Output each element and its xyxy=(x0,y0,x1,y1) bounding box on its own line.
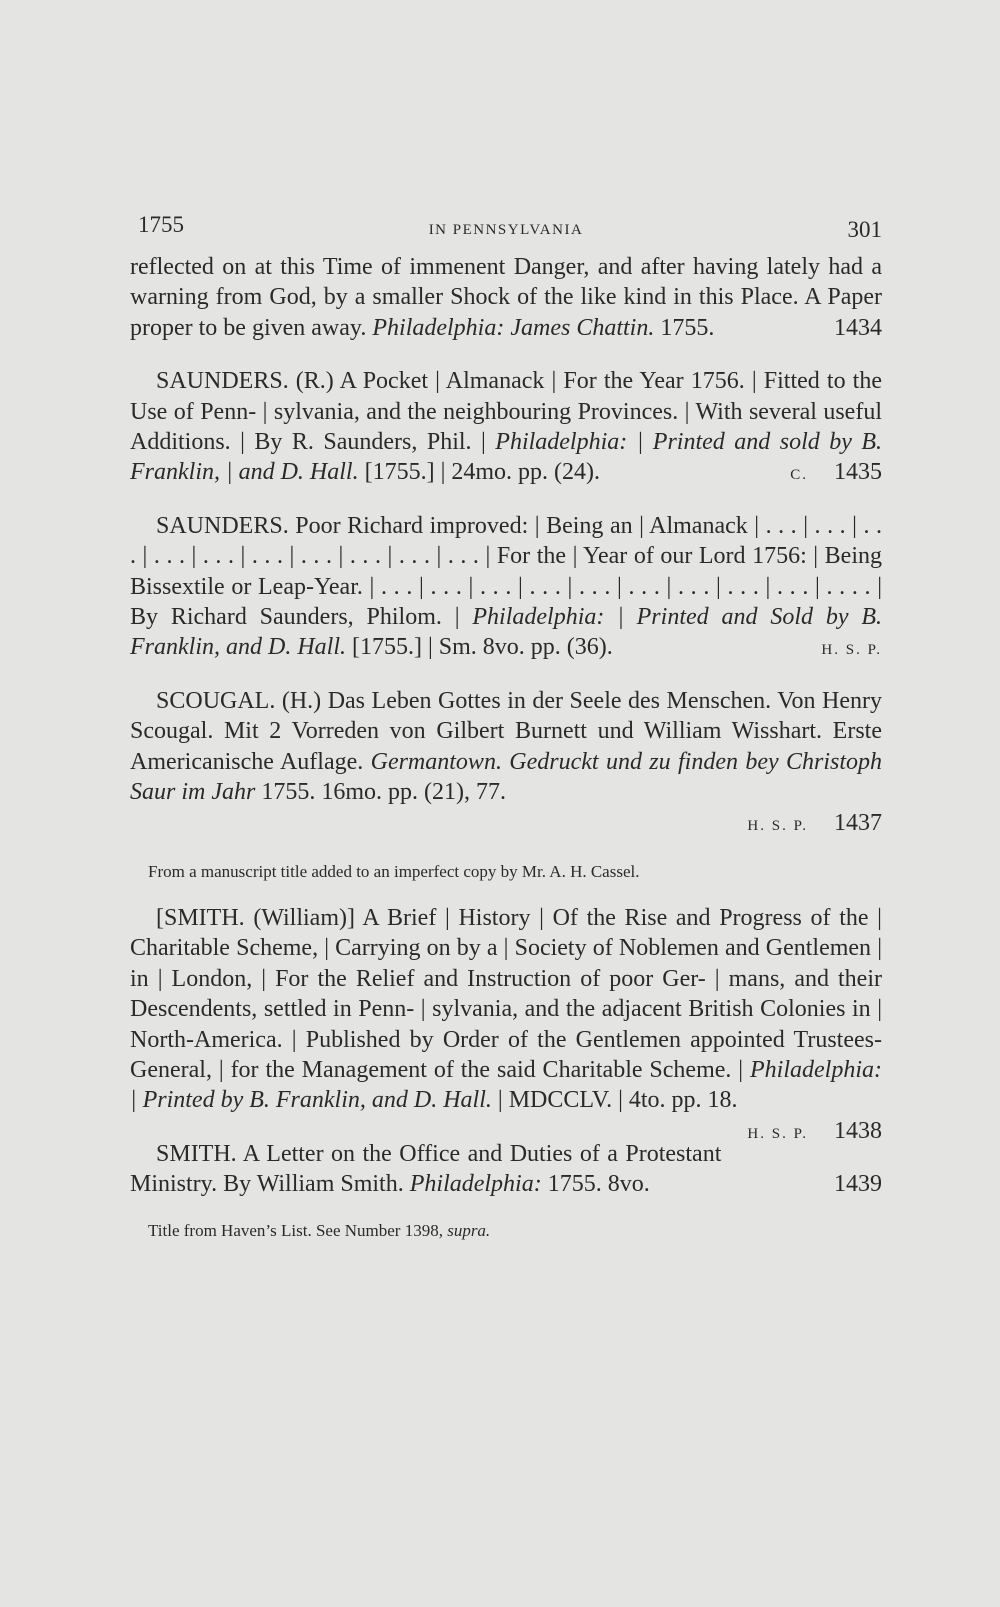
entry-text: 1755. 8vo. xyxy=(541,1171,650,1198)
entry-imprint: Philadelphia: | Printed by B. Franklin, and D. Hall. xyxy=(130,1056,882,1114)
entry-text: SAUNDERS. Poor Richard improved: | Being an | Almanack | . . . | . . . | . . . | . . . | . . . | . . . | . . . | . . . | . . . | . . . | For the | Year of our Lord 1756: | Being Bissextile or Leap-Year. | . . . | . . . | . . . | . . . | . . . | . . . | . . . | . . . | . . . | . . . . | By Richard Saunders, Philom. | xyxy=(130,512,882,631)
book-page xyxy=(130,212,882,1262)
entry-number: 1434 xyxy=(834,314,882,341)
entry-note: From a manuscript title added to an imperfect copy by Mr. A. H. Cassel. xyxy=(148,861,640,881)
entry-text: 1755. xyxy=(654,314,715,341)
entry-text: SCOUGAL. (H.) Das Leben Gottes in der Seele des Menschen. Von Henry Scougal. Mit 2 Vorreden von Gilbert Burnett und William Wisshart. Erste Americanische Auflage. xyxy=(130,687,882,775)
entry-number: 1438 xyxy=(834,1117,882,1144)
entry-note xyxy=(148,1220,882,1242)
entry-number: 1437 xyxy=(834,809,882,836)
note-text: Title from Haven’s List. See Number 1398, xyxy=(148,1220,448,1240)
entry-imprint: Germantown. Gedruckt und zu finden bey Christoph Saur im Jahr xyxy=(130,748,882,806)
entry-text: [SMITH. (William)] A Brief | History | Of the Rise and Progress of the | Charitable Scheme, | Carrying on by a | Society of Noblemen and Gentlemen | in | London, | For the Relief and Instruction of poor Ger- | mans, and their Descendents, settled in Penn- | sylvania, and the adjacent British Colonies in | North-America. | Published by Order of the Gentlemen appointed Trustees-General, | for the Management of the said Charitable Scheme. | xyxy=(130,904,882,1083)
entry-text: [1755.] | 24mo. pp. (24). xyxy=(358,459,601,486)
page-number: 301 xyxy=(847,217,882,242)
entry-number: 1439 xyxy=(834,1171,882,1198)
entry-text: SAUNDERS. (R.) A Pocket | Almanack | For the Year 1756. | Fitted to the Use of Penn- | sylvania, and the neighbouring Provinces. | With several useful Additions. | By R. Saunders, Phil. | xyxy=(130,368,882,456)
entry-1438 xyxy=(130,903,882,1144)
header-title: IN PENNSYLVANIA xyxy=(428,222,584,238)
library-code: C. xyxy=(790,467,808,484)
header-year: 1755 xyxy=(138,212,184,237)
running-head xyxy=(130,212,882,252)
entry-text: SMITH. A Letter on the Office and Duties of a Protestant Ministry. By William Smith. xyxy=(130,1140,722,1198)
entry-number: 1435 xyxy=(834,459,882,486)
entry-1437 xyxy=(130,686,882,841)
note-italic: supra. xyxy=(447,1220,491,1240)
entry-imprint: Philadelphia: | Printed and Sold by B. Franklin, and D. Hall. xyxy=(130,604,883,661)
entry-imprint: Philadelphia: | Printed and sold by B. Franklin, | and D. Hall. xyxy=(130,429,882,486)
entry-imprint: Philadelphia: James Chattin. xyxy=(372,314,655,341)
entry-text: 1755. 16mo. pp. (21), 77. xyxy=(255,779,506,806)
entry-1435 xyxy=(130,366,882,488)
entry-text: | MDCCLV. | 4to. pp. 18. xyxy=(491,1087,738,1114)
entry-1434 xyxy=(130,252,882,343)
entry-imprint: Philadelphia: xyxy=(409,1171,542,1198)
library-code: H. S. P. xyxy=(747,817,808,834)
entry-text: reflected on at this Time of immenent Danger, and after having lately had a warning from God, by a smaller Shock of the like kind in this Place. A Paper proper to be given away. xyxy=(130,254,882,341)
library-code: H. S. P. xyxy=(821,642,882,659)
entry-poor-richard xyxy=(130,511,882,663)
entry-text: [1755.] | Sm. 8vo. pp. (36). xyxy=(346,634,613,661)
library-code: H. S. P. xyxy=(747,1125,808,1142)
